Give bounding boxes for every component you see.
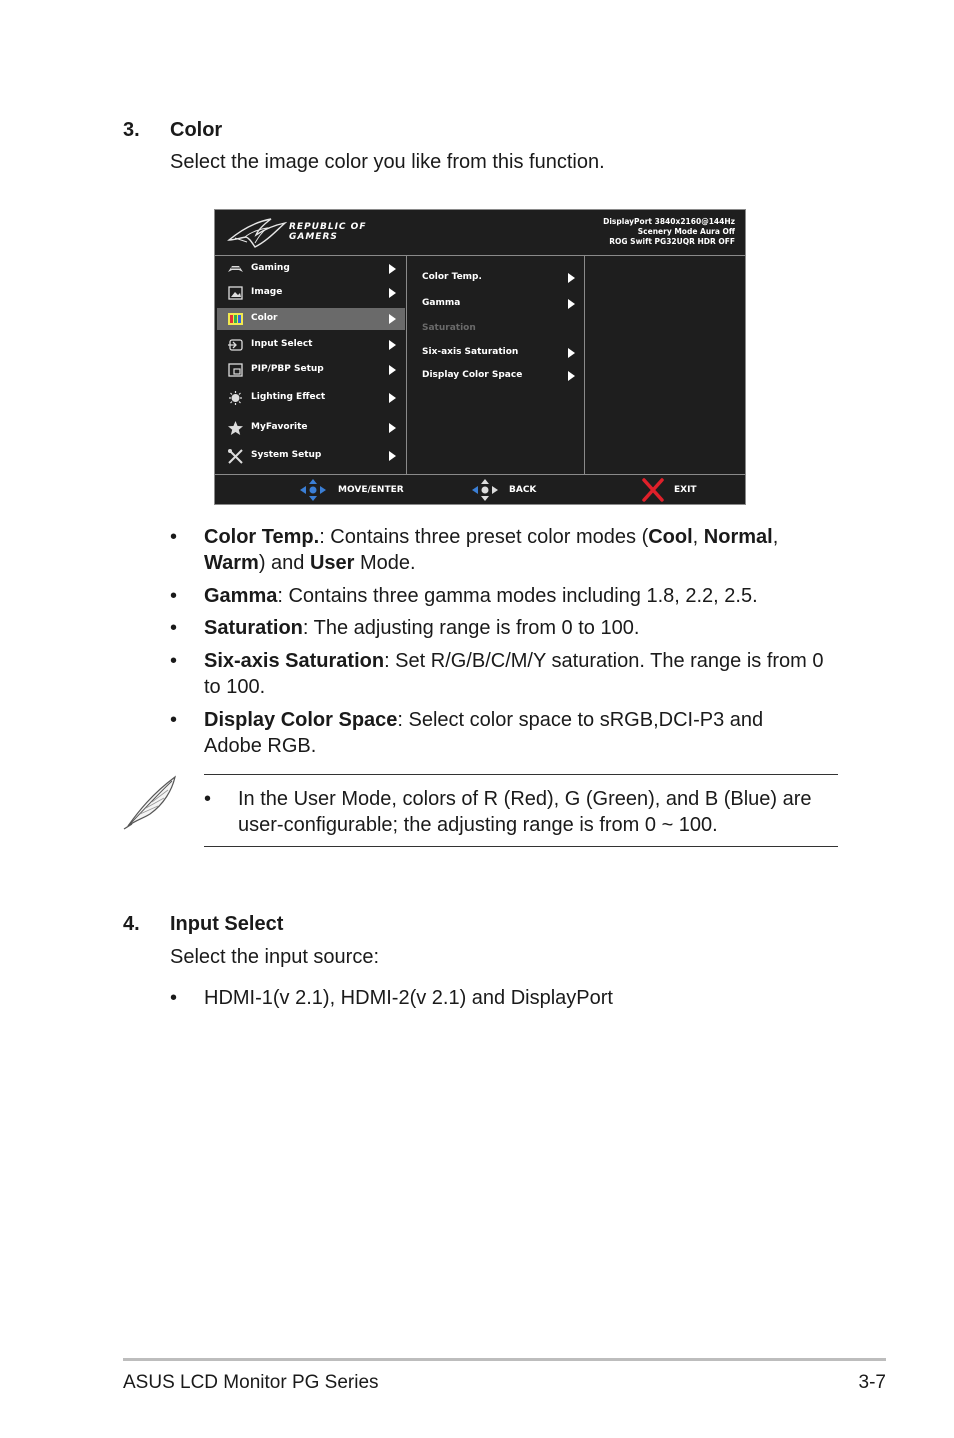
desc-text: Mode. <box>354 552 416 574</box>
note-top-rule <box>204 774 838 775</box>
joystick-move-icon <box>299 478 327 502</box>
exit-x-icon <box>641 478 665 502</box>
section-title-color: Color <box>170 119 223 141</box>
term-normal: Normal <box>703 526 773 548</box>
bullet-text <box>204 707 824 759</box>
bullet-text: HDMI-1(v 2.1), HDMI-2(v 2.1) and DisplayPort <box>204 987 613 1009</box>
bullet-dot: • <box>170 526 178 548</box>
page-number: 3-7 <box>858 1372 886 1393</box>
chevron-right-icon <box>389 288 396 298</box>
rog-logo-icon <box>227 216 287 250</box>
term-gamma: Gamma <box>204 585 278 607</box>
osd-menu-screenshot <box>214 209 746 505</box>
bullet-dot: • <box>170 987 178 1009</box>
bullet-dot: • <box>170 617 178 639</box>
desc-text: , <box>692 526 704 548</box>
footer-exit-label: EXIT <box>674 485 697 495</box>
submenu-label: Display Color Space <box>422 370 523 380</box>
chevron-right-icon <box>389 365 396 375</box>
submenu-label: Saturation <box>422 323 476 333</box>
term-warm: Warm <box>204 552 259 574</box>
note-bottom-rule <box>204 846 838 847</box>
submenu-label: Gamma <box>422 298 461 308</box>
menu-item-input-select[interactable] <box>217 334 405 356</box>
joystick-back-icon <box>471 478 499 502</box>
brand-line-1: REPUBLIC OF <box>289 222 367 232</box>
osd-footer <box>215 474 745 505</box>
desc-text: : Contains three preset color modes ( <box>319 526 649 548</box>
chevron-right-icon <box>568 273 575 283</box>
menu-label: PIP/PBP Setup <box>251 364 324 374</box>
osd-main-menu <box>215 256 407 474</box>
rog-brand-text <box>289 222 366 242</box>
desc-text: : The adjusting range is from 0 to 100. <box>302 617 640 639</box>
color-icon <box>227 311 244 327</box>
menu-item-myfavorite[interactable] <box>217 417 405 439</box>
menu-item-system-setup[interactable] <box>217 445 405 467</box>
bullet-text <box>204 615 854 641</box>
desc-text: , <box>772 526 779 548</box>
submenu-item-color-temp[interactable] <box>407 268 583 288</box>
gamepad-icon <box>227 261 244 277</box>
chevron-right-icon <box>389 264 396 274</box>
section-number-3: 3. <box>123 119 140 141</box>
chevron-right-icon <box>389 393 396 403</box>
term-saturation: Saturation <box>204 617 303 639</box>
desc-text: ) and <box>258 552 310 574</box>
submenu-item-six-axis-saturation[interactable] <box>407 343 583 363</box>
submenu-label: Color Temp. <box>422 272 482 282</box>
pip-icon <box>227 362 244 378</box>
bullet-dot: • <box>170 709 178 731</box>
section-number-4: 4. <box>123 913 140 935</box>
chevron-right-icon <box>568 348 575 358</box>
submenu-item-gamma[interactable] <box>407 294 583 314</box>
osd-header <box>215 210 745 256</box>
input-icon <box>227 337 244 353</box>
bullet-dot: • <box>170 585 178 607</box>
image-icon <box>227 285 244 301</box>
menu-label: Input Select <box>251 339 313 349</box>
bullet-text <box>204 583 854 609</box>
menu-item-pip-pbp-setup[interactable] <box>217 359 405 381</box>
lighting-icon <box>227 390 244 406</box>
feather-note-icon <box>120 772 180 832</box>
menu-item-gaming[interactable] <box>217 258 405 280</box>
bullet-dot: • <box>204 788 212 810</box>
desc-text: : Contains three gamma modes including 1.8, 2.2, 2.5. <box>277 585 758 607</box>
menu-label: Gaming <box>251 263 290 273</box>
chevron-right-icon <box>568 371 575 381</box>
section-title-input-select: Input Select <box>170 913 284 935</box>
desc-text: : Select color space to sRGB,DCI-P3 and Adobe RGB. <box>204 709 764 757</box>
section-description-color: Select the image color you like from this function. <box>170 151 605 173</box>
menu-label: System Setup <box>251 450 322 460</box>
menu-item-lighting-effect[interactable] <box>217 387 405 409</box>
status-scenery-mode: Scenery Mode Aura Off <box>637 227 735 236</box>
bullet-dot: • <box>170 650 178 672</box>
term-user: User <box>309 552 355 574</box>
status-input-resolution: DisplayPort 3840x2160@144Hz <box>603 217 735 226</box>
submenu-label: Six-axis Saturation <box>422 347 519 357</box>
bullet-text <box>204 524 854 576</box>
bullet-text <box>204 648 824 700</box>
menu-item-color[interactable] <box>217 308 405 330</box>
brand-line-2: GAMERS <box>289 232 338 242</box>
wrench-icon <box>227 448 244 464</box>
menu-item-image[interactable] <box>217 282 405 304</box>
chevron-right-icon <box>389 314 396 324</box>
footer-rule <box>123 1358 886 1361</box>
note-text: In the User Mode, colors of R (Red), G (Green), and B (Blue) are user-configurable; the adjusting range is from 0 ~ 100. <box>238 788 812 836</box>
status-model-hdr: ROG Swift PG32UQR HDR OFF <box>609 237 735 246</box>
chevron-right-icon <box>389 340 396 350</box>
term-display-color-space: Display Color Space <box>204 709 398 731</box>
menu-label: MyFavorite <box>251 422 308 432</box>
submenu-item-saturation <box>407 319 583 339</box>
chevron-right-icon <box>568 299 575 309</box>
term-cool: Cool <box>648 526 693 548</box>
desc-text: : Set R/G/B/C/M/Y saturation. The range is from 0 to 100. <box>204 650 824 698</box>
osd-status-info <box>603 217 735 247</box>
term-six-axis-saturation: Six-axis Saturation <box>204 650 385 672</box>
menu-label: Image <box>251 287 283 297</box>
star-icon <box>227 420 244 436</box>
section-description-input-select: Select the input source: <box>170 946 380 968</box>
footer-back-label: BACK <box>509 485 537 495</box>
chevron-right-icon <box>389 451 396 461</box>
menu-label: Lighting Effect <box>251 392 326 402</box>
chevron-right-icon <box>389 423 396 433</box>
submenu-item-display-color-space[interactable] <box>407 366 583 386</box>
term-color-temp: Color Temp. <box>204 526 320 548</box>
footer-title: ASUS LCD Monitor PG Series <box>123 1372 379 1393</box>
footer-move-enter-label: MOVE/ENTER <box>338 485 404 495</box>
osd-color-submenu <box>407 256 585 474</box>
menu-label: Color <box>251 313 278 323</box>
